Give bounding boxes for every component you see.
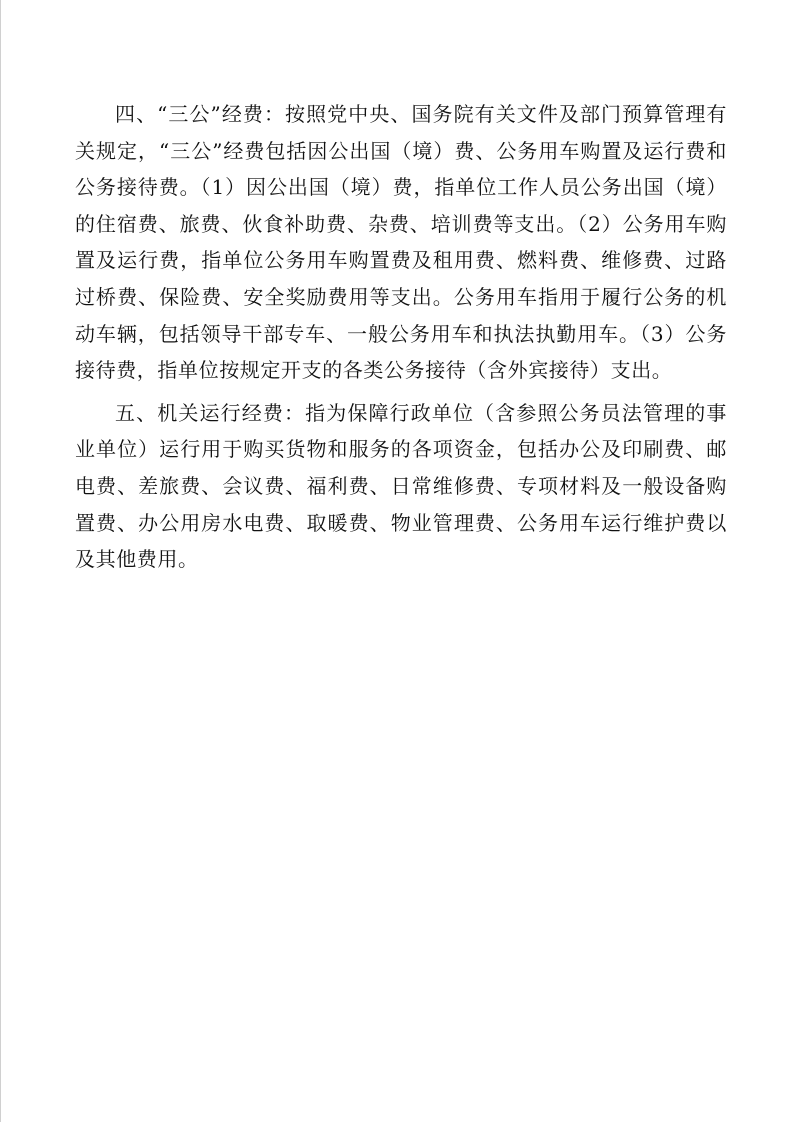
paragraph-three-public-expenses: 四、“三公”经费：按照党中央、国务院有关文件及部门预算管理有关规定，“三公”经费包括因公出国（境）费、公务用车购置及运行费和公务接待费。（1）因公出国（境）费，指单位工作人员公务出国（境）的住宿费、旅费、伙食补助费、杂费、培训费等支出。（2）公务用车购置及运行费，指单位公务用车购置费及租用费、燃料费、维修费、过路过桥费、保险费、安全奖励费用等支出。公务用车指用于履行公务的机动车辆，包括领导干部专车、一般公务用车和执法执勤用车。（3）公务接待费，指单位按规定开支的各类公务接待（含外宾接待）支出。 (75, 102, 727, 383)
page-edge-line (0, 0, 1, 1122)
document-body (75, 96, 727, 584)
paragraph-operating-expenses: 五、机关运行经费：指为保障行政单位（含参照公务员法管理的事业单位）运行用于购买货物和服务的各项资金，包括办公及印刷费、邮电费、差旅费、会议费、福利费、日常维修费、专项材料及一般设备购置费、办公用房水电费、取暖费、物业管理费、公务用车运行维护费以及其他费用。 (75, 400, 727, 572)
